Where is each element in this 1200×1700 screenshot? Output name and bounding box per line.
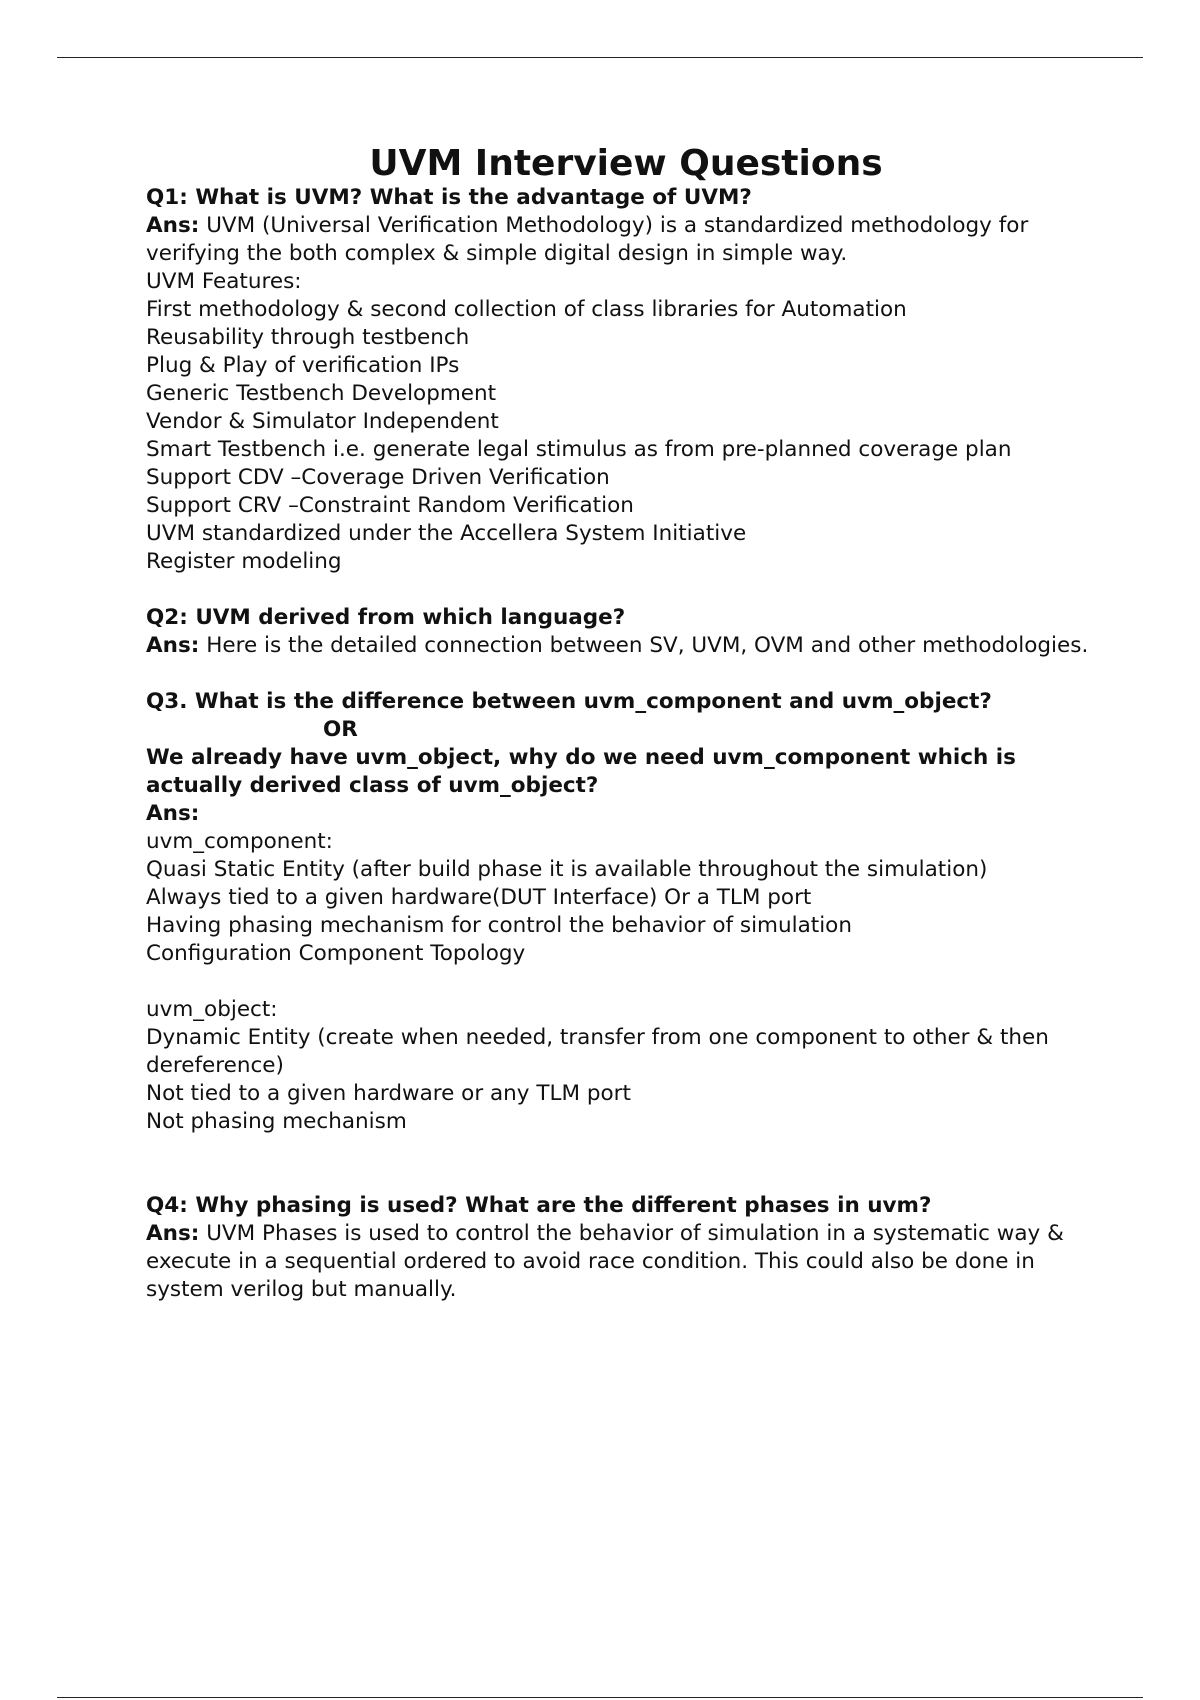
spacer: [146, 968, 1106, 996]
spacer: [146, 660, 1106, 688]
document-body: [146, 142, 1106, 1304]
q3-question: Q3. What is the difference between uvm_component and uvm_object?: [146, 689, 992, 714]
q1-feature: UVM standardized under the Accellera System Initiative: [146, 521, 747, 546]
q2-answer: [146, 632, 1106, 660]
spacer: [146, 576, 1106, 604]
page-title: UVM Interview Questions: [369, 143, 883, 184]
q3-component-point: Always tied to a given hardware(DUT Interface) Or a TLM port: [146, 885, 812, 910]
q1-features-heading: UVM Features:: [146, 269, 302, 294]
q4-answer-text: UVM Phases is used to control the behavior of simulation in a systematic way & execute in a sequential ordered to avoid race condition. This could also be done in system verilog but manually.: [146, 1221, 1064, 1302]
spacer: [146, 1136, 1106, 1192]
q2-answer-text: Here is the detailed connection between SV, UVM, OVM and other methodologies.: [206, 633, 1089, 658]
q1-feature: First methodology & second collection of class libraries for Automation: [146, 297, 907, 322]
q1-question: Q1: What is UVM? What is the advantage of UVM?: [146, 185, 752, 210]
q3-component-point: Configuration Component Topology: [146, 941, 526, 966]
q3-component-point: Quasi Static Entity (after build phase it is available throughout the simulation): [146, 857, 988, 882]
ans-label: Ans:: [146, 633, 200, 658]
q3-object-heading: uvm_object:: [146, 997, 278, 1022]
top-rule: [57, 57, 1143, 58]
q1-feature: Smart Testbench i.e. generate legal stimulus as from pre-planned coverage plan: [146, 437, 1012, 462]
q1-feature: Reusability through testbench: [146, 325, 470, 350]
q1-feature: Plug & Play of verification IPs: [146, 353, 460, 378]
q4-answer: [146, 1220, 1106, 1304]
q2-question: Q2: UVM derived from which language?: [146, 605, 626, 630]
q3-component-heading: uvm_component:: [146, 829, 333, 854]
q3-or: OR: [323, 717, 358, 742]
q1-answer: [146, 212, 1106, 268]
q1-answer-text: UVM (Universal Verification Methodology) is a standardized methodology for verifying the both complex & simple digital design in simple way.: [146, 213, 1029, 266]
q1-feature: Support CDV –Coverage Driven Verification: [146, 465, 610, 490]
q1-feature: Support CRV –Constraint Random Verification: [146, 493, 634, 518]
q4-question: Q4: Why phasing is used? What are the different phases in uvm?: [146, 1193, 932, 1218]
q1-feature: Vendor & Simulator Independent: [146, 409, 499, 434]
ans-label: Ans:: [146, 213, 200, 238]
q1-feature: Register modeling: [146, 549, 342, 574]
bottom-rule: [57, 1697, 1143, 1698]
q3-object-point: Not tied to a given hardware or any TLM port: [146, 1081, 631, 1106]
q3-object-point: Dynamic Entity (create when needed, transfer from one component to other & then dereference): [146, 1025, 1049, 1078]
ans-label: Ans:: [146, 1221, 200, 1246]
q3-component-point: Having phasing mechanism for control the behavior of simulation: [146, 913, 852, 938]
q3-object-point: Not phasing mechanism: [146, 1109, 407, 1134]
q3-question-alt: We already have uvm_object, why do we need uvm_component which is actually derived class of uvm_object?: [146, 745, 1016, 798]
q1-feature: Generic Testbench Development: [146, 381, 497, 406]
q3-ans-label: Ans:: [146, 801, 200, 826]
